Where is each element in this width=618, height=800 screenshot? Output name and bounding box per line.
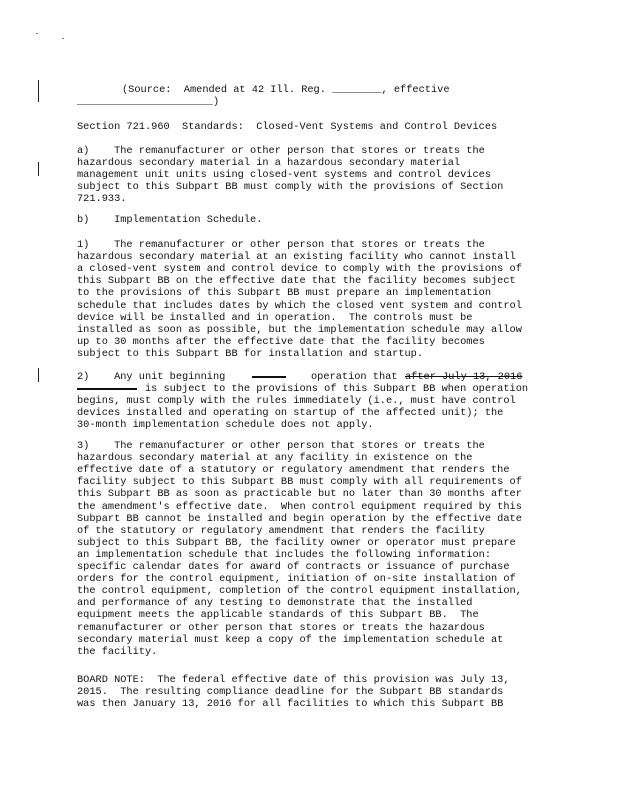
paragraph-b3-line: effective date of a statutory or regulatory amendment that renders the <box>77 464 510 477</box>
paragraph-b2-first: 2) Any unit beginning <box>77 371 226 383</box>
paragraph-b3-line: 3) The remanufacturer or other person that stores or treats the <box>77 440 485 452</box>
section-heading: Section 721.960 Standards: Closed-Vent Systems and Control Devices <box>77 121 498 133</box>
paragraph-b1-line: to the provisions of this Subpart BB must prepare an implementation <box>77 287 492 300</box>
paragraph-b3-line: Subpart BB cannot be installed and begin operation by the effective date <box>77 512 522 525</box>
paragraph-b3-line: an implementation schedule that includes the following information: <box>77 548 492 561</box>
paragraph-b3-line: specific calendar dates for award of contracts or issuance of purchase <box>77 561 510 573</box>
source-note-line-1: (Source: Amended at 42 Ill. Reg. ________, effective <box>122 84 450 96</box>
paragraph-b2-line: devices installed and operating on startup of the affected unit); the <box>77 407 504 420</box>
paragraph-b2-line: begins, must comply with the rules immediately (i.e., must have control <box>77 395 516 408</box>
paragraph-b3-line: remanufacturer or other person that stores or treats the hazardous <box>77 621 485 634</box>
paragraph-b1-line: subject to this Subpart BB for installation and startup. <box>77 347 424 360</box>
paragraph-b3-line: the facility. <box>77 645 158 658</box>
paragraph-b1-line: hazardous secondary material at an existing facility who cannot install <box>77 251 516 264</box>
scan-speck <box>36 33 38 34</box>
paragraph-b-heading: b) Implementation Schedule. <box>77 214 263 226</box>
paragraph-b3-line: secondary material must keep a copy of the implementation schedule at <box>77 633 504 646</box>
paragraph-b1-line: this Subpart BB on the effective date that the facility becomes subject <box>77 275 516 288</box>
paragraph-b1-line: up to 30 months after the effective date that the facility becomes <box>77 335 485 348</box>
revision-bar <box>38 368 39 382</box>
paragraph-b3-line: the amendment's effective date. When control equipment required by this <box>77 500 522 513</box>
redaction-mark <box>252 376 286 378</box>
paragraph-b1-line: 1) The remanufacturer or other person that stores or treats the <box>77 239 485 251</box>
paragraph-b2-line: is subject to the provisions of this Subpart BB when operation <box>77 383 529 395</box>
paragraph-a-line: management unit units using closed-vent systems and control devices <box>77 169 492 182</box>
paragraph-b1-line: device will be installed and in operation. The controls must be <box>77 311 473 324</box>
revision-bar <box>38 80 39 102</box>
paragraph-b1-line: schedule that includes dates by which the closed vent system and control <box>77 299 522 312</box>
paragraph-b1-line: a closed-vent system and control device to comply with the provisions of <box>77 263 522 276</box>
paragraph-a-line: hazardous secondary material in a hazardous secondary material <box>77 157 461 170</box>
paragraph-b3-line: facility subject to this Subpart BB must comply with all requirements of <box>77 476 522 489</box>
paragraph-a-line: subject to this Subpart BB must comply with the provisions of Section <box>77 181 504 194</box>
source-note-line-2: ______________________) <box>77 96 220 108</box>
paragraph-b3-line: the control equipment, completion of the control equipment installation, <box>77 585 522 598</box>
paragraph-b2-mid: operation that <box>311 371 398 383</box>
paragraph-b3-line: equipment meets the applicable standards of this Subpart BB. The <box>77 609 479 622</box>
paragraph-b3-line: hazardous secondary material at any facility in existence on the <box>77 452 473 465</box>
paragraph-b1-line: installed as soon as possible, but the implementation schedule may allow <box>77 323 522 336</box>
paragraph-a-line: 721.933. <box>77 193 127 206</box>
scan-speck <box>62 38 64 39</box>
board-note-line: BOARD NOTE: The federal effective date of this provision was July 13, <box>77 674 510 686</box>
board-note-line: was then January 13, 2016 for all facilities to which this Subpart BB <box>77 698 504 711</box>
board-note-line: 2015. The resulting compliance deadline for the Subpart BB standards <box>77 686 504 699</box>
paragraph-b3-line: subject to this Subpart BB, the facility owner or operator must prepare <box>77 536 516 549</box>
revision-bar <box>38 162 39 176</box>
paragraph-b2-line: 30-month implementation schedule does not apply. <box>77 419 374 432</box>
paragraph-a-line: a) The remanufacturer or other person that stores or treats the <box>77 145 485 157</box>
paragraph-b3-line: and performance of any testing to demonstrate that the installed <box>77 597 473 610</box>
paragraph-b3-line: orders for the control equipment, initiation of on-site installation of <box>77 573 516 586</box>
paragraph-b2-struck-text: after July 13, 2016 <box>405 371 523 383</box>
paragraph-b3-line: this Subpart BB as soon as practicable but no later than 30 months after <box>77 488 522 501</box>
paragraph-b3-line: of the statutory or regulatory amendment that renders the facility <box>77 524 485 537</box>
